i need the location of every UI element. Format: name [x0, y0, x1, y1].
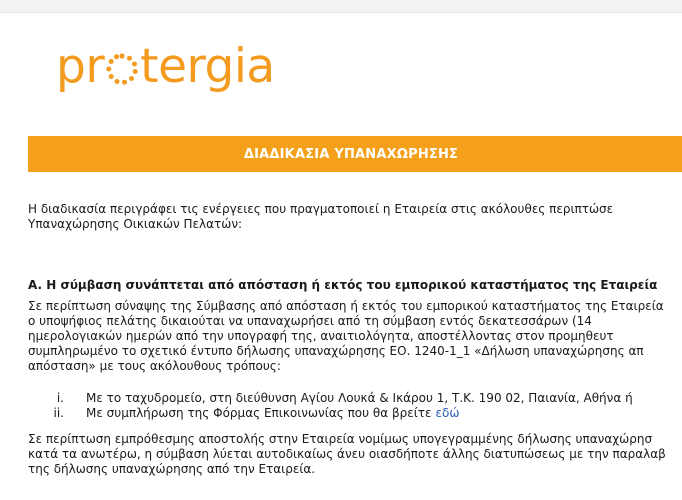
logo-text-end: tergia	[140, 38, 275, 94]
list-text: Με το ταχυδρομείο, στη διεύθυνση Αγίου Λουκά & Ικάρου 1, Τ.Κ. 190 02, Παιανία, Αθήνα ή	[86, 391, 633, 405]
intro-paragraph	[28, 202, 682, 232]
top-strip	[0, 0, 682, 13]
intro-line: Η διαδικασία περιγράφει τις ενέργειες που πραγματοποιεί η Εταιρεία στις ακόλουθες περιπτώσε	[28, 202, 614, 216]
section-a-paragraph-2	[28, 432, 682, 477]
title-banner	[28, 136, 682, 172]
intro-line: Υπαναχώρησης Οικιακών Πελατών:	[28, 217, 243, 231]
list-text: Με συμπλήρωση της Φόρμας Επικοινωνίας που θα βρείτε	[86, 406, 432, 420]
paragraph-line: ο υποψήφιος πελάτης δικαιούται να υπαναχωρήσει από τη σύμβαση εντός δεκατεσσάρων (14	[28, 314, 592, 328]
paragraph-line: απόσταση» με τους ακόλουθους τρόπους:	[28, 359, 281, 373]
list-number: ii.	[53, 406, 64, 420]
paragraph-line: της δήλωσης υπαναχώρησης από την Εταιρεία.	[28, 462, 316, 476]
section-a-heading: A. Η σύμβαση συνάπτεται από απόσταση ή εκτός του εμπορικού καταστήματος της Εταιρεία	[28, 278, 658, 292]
dotted-ring-icon	[105, 52, 139, 86]
logo-text-start: pr	[56, 38, 105, 94]
paragraph-line: συμπληρωμένο το σχετικό έντυπο δήλωσης υπαναχώρησης ΕΟ. 1240-1_1 «Δήλωση υπαναχώρησης απ	[28, 344, 644, 358]
list-number: i.	[56, 391, 64, 405]
contact-form-link[interactable]: εδώ	[435, 406, 460, 420]
paragraph-line: ημερολογιακών ημερών από την υπογραφή της, αναιτιολόγητα, αποστέλλοντας στον προμηθευτ	[28, 329, 614, 343]
contact-methods-list	[28, 391, 682, 421]
protergia-logo	[56, 36, 275, 96]
paragraph-line: Σε περίπτωση εμπρόθεσμης αποστολής στην Εταιρεία νομίμως υπογεγραμμένης δήλωσης υπαναχώρησ	[28, 432, 653, 446]
list-item	[28, 391, 682, 406]
paragraph-line: Σε περίπτωση σύναψης της Σύμβασης από απόσταση ή εκτός του εμπορικού καταστήματος της Εταιρεία	[28, 299, 664, 313]
list-item	[28, 406, 682, 421]
section-a-paragraph	[28, 299, 682, 374]
paragraph-line: κατά τα ανωτέρω, η σύμβαση λύεται αυτοδικαίως άνευ οιασδήποτε άλλης διατυπώσεως με την παραλαβ	[28, 447, 666, 461]
banner-title: ΔΙΑΔΙΚΑΣΙΑ ΥΠΑΝΑΧΩΡΗΣΗΣ	[243, 146, 459, 162]
